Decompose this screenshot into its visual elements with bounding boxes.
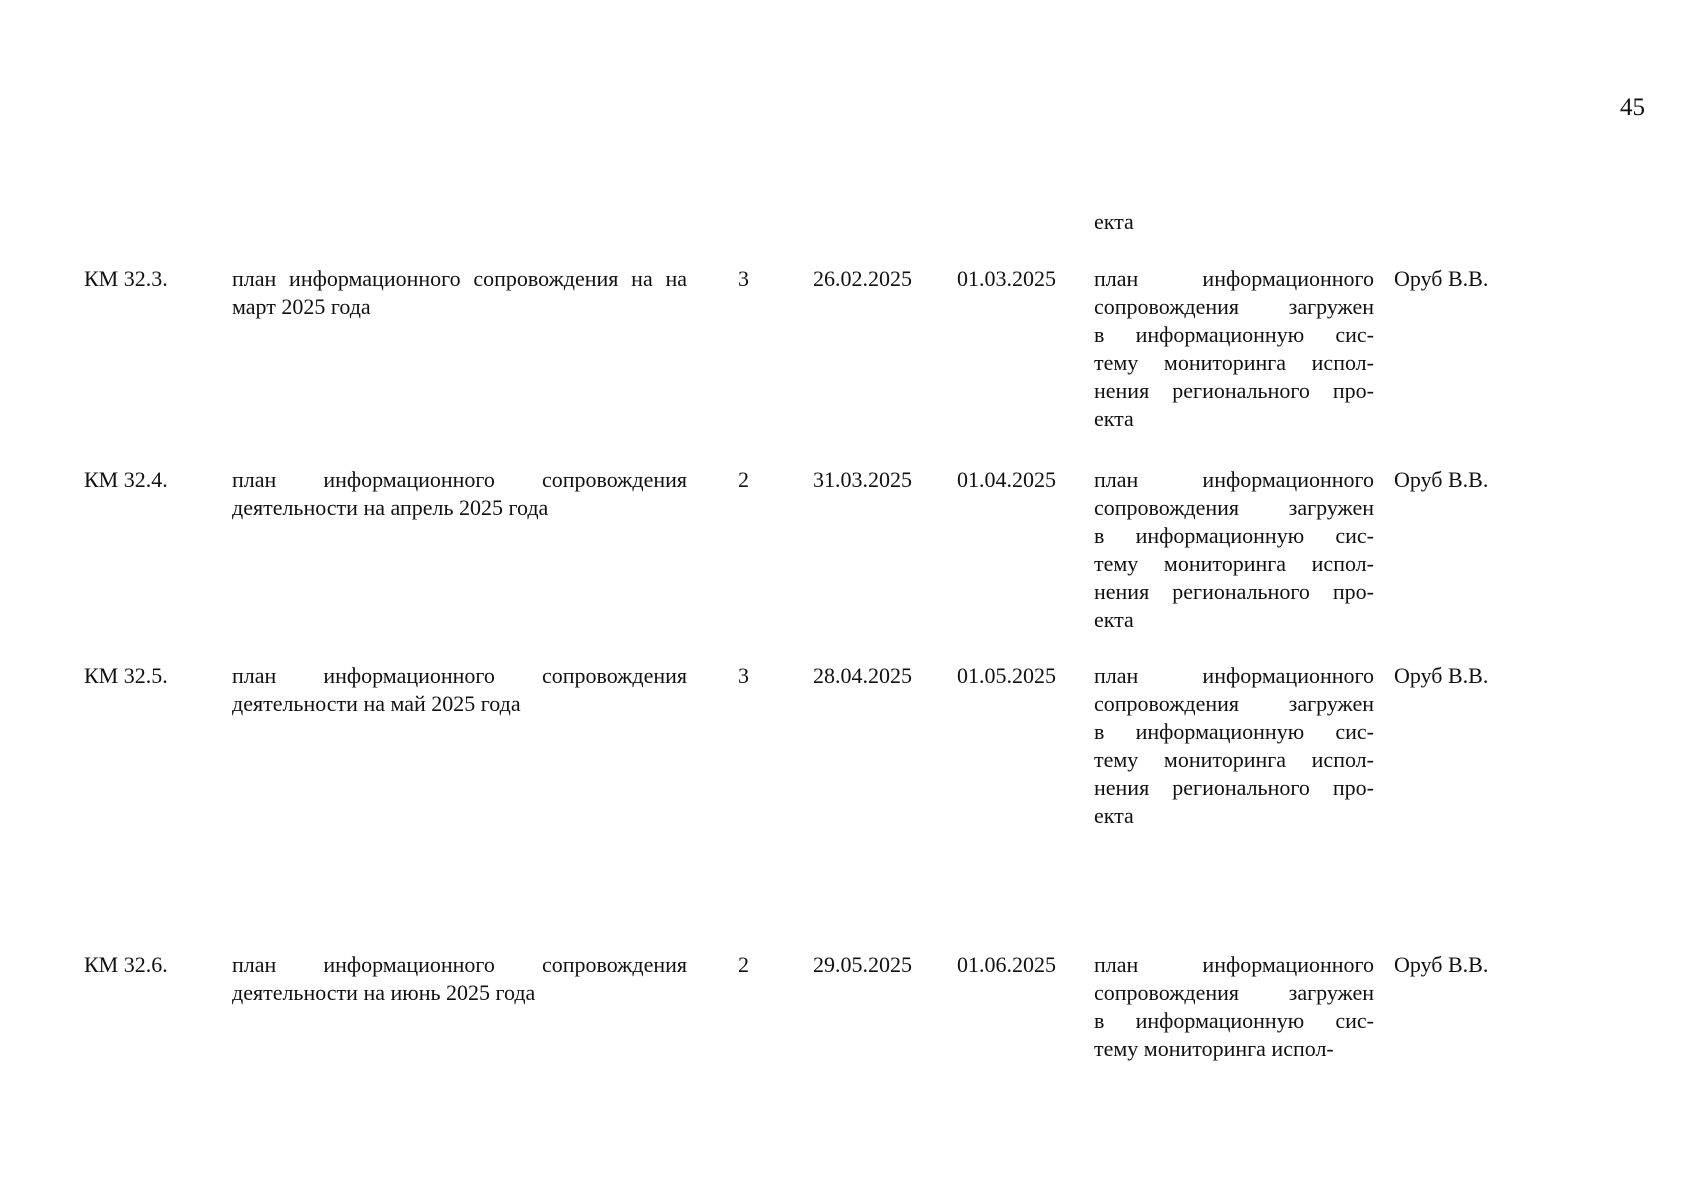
result-line: сопровождения загружен — [1094, 691, 1374, 716]
row-count: 2 — [738, 952, 749, 977]
row-responsible: Оруб В.В. — [1394, 467, 1489, 492]
result-line: сопровождения загружен — [1094, 495, 1374, 520]
result-line: нения регионального про- — [1094, 579, 1374, 604]
row-result — [1094, 662, 1374, 830]
result-line: екта — [1094, 406, 1134, 431]
row-description: план информационного сопровождения деятельности на май 2025 года — [232, 663, 687, 716]
row-end-date: 01.04.2025 — [957, 467, 1056, 492]
row-description: план информационного сопровождения деятельности на июнь 2025 года — [232, 952, 687, 1005]
result-line: план информационного — [1094, 663, 1374, 688]
row-responsible: Оруб В.В. — [1394, 663, 1489, 688]
result-line: в информационную сис- — [1094, 1008, 1374, 1033]
row-code: КМ 32.6. — [84, 952, 168, 977]
row-result — [1094, 951, 1374, 1063]
row-start-date: 31.03.2025 — [813, 467, 912, 492]
row-result — [1094, 466, 1374, 634]
continuation-text: екта — [1094, 209, 1134, 234]
result-line: план информационного — [1094, 952, 1374, 977]
row-end-date: 01.05.2025 — [957, 663, 1056, 688]
result-line: тему мониторинга испол- — [1094, 747, 1374, 772]
row-code: КМ 32.3. — [84, 266, 168, 291]
row-count: 3 — [738, 266, 749, 291]
row-responsible: Оруб В.В. — [1394, 952, 1489, 977]
row-start-date: 26.02.2025 — [813, 266, 912, 291]
row-count: 2 — [738, 467, 749, 492]
result-line: сопровождения загружен — [1094, 980, 1374, 1005]
result-line: тему мониторинга испол- — [1094, 1036, 1334, 1061]
result-line: тему мониторинга испол- — [1094, 551, 1374, 576]
result-line: тему мониторинга испол- — [1094, 350, 1374, 375]
result-line: нения регионального про- — [1094, 378, 1374, 403]
row-result — [1094, 265, 1374, 433]
row-code: КМ 32.4. — [84, 467, 168, 492]
result-line: план информационного — [1094, 266, 1374, 291]
row-description: план информационного сопровождения на на март 2025 года — [232, 266, 687, 319]
page-number: 45 — [1620, 94, 1645, 121]
row-end-date: 01.03.2025 — [957, 266, 1056, 291]
result-line: сопровождения загружен — [1094, 294, 1374, 319]
result-line: екта — [1094, 803, 1134, 828]
result-line: в информационную сис- — [1094, 322, 1374, 347]
result-line: в информационную сис- — [1094, 523, 1374, 548]
row-start-date: 29.05.2025 — [813, 952, 912, 977]
row-responsible: Оруб В.В. — [1394, 266, 1489, 291]
row-description: план информационного сопровождения деятельности на апрель 2025 года — [232, 467, 687, 520]
result-line: нения регионального про- — [1094, 775, 1374, 800]
row-count: 3 — [738, 663, 749, 688]
row-code: КМ 32.5. — [84, 663, 168, 688]
row-end-date: 01.06.2025 — [957, 952, 1056, 977]
result-line: в информационную сис- — [1094, 719, 1374, 744]
result-line: екта — [1094, 607, 1134, 632]
result-line: план информационного — [1094, 467, 1374, 492]
row-start-date: 28.04.2025 — [813, 663, 912, 688]
